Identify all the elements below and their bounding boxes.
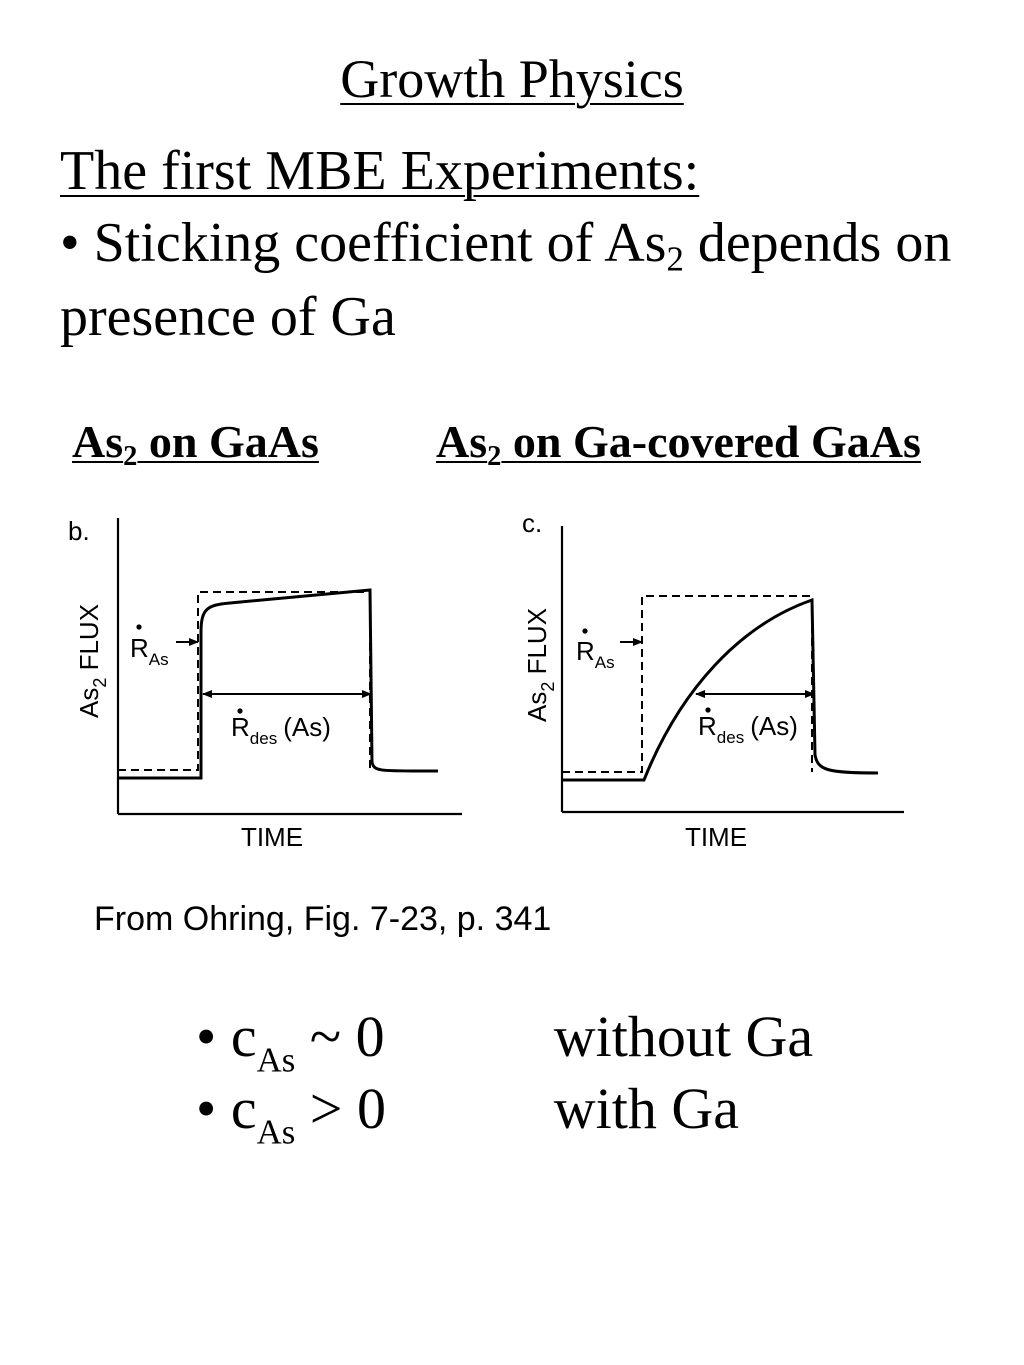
incident-flux-dashed	[562, 596, 812, 772]
page-title-text: Growth Physics	[340, 49, 684, 109]
coefficient-relation: > 0	[309, 1076, 386, 1141]
coefficient-subscript: As	[256, 1112, 296, 1152]
x-axis-label: TIME	[240, 822, 304, 852]
page-title	[0, 44, 1024, 114]
section-heading: The first MBE Experiments:	[60, 140, 700, 202]
desorbed-flux-curve	[562, 600, 878, 780]
bullet-subscript: 2	[666, 239, 684, 279]
rate-label: $R_{As}$	[576, 636, 615, 672]
bullet-text-after: depends on presence of Ga	[60, 212, 952, 348]
rate-dot	[136, 624, 141, 629]
incident-flux-dashed	[118, 592, 370, 772]
y-axis-label: $As_2$ FLUX	[522, 607, 558, 722]
desorbed-flux-curve	[118, 590, 438, 778]
coefficient-symbol: c	[230, 1076, 257, 1141]
panel-title-gaas	[72, 414, 319, 470]
panel-title-main: As	[436, 416, 488, 467]
rate-label: $R_{As}$	[130, 633, 169, 669]
bullet-marker: •	[60, 212, 80, 274]
conclusion-with-ga	[196, 1074, 739, 1152]
coefficient-symbol: c	[230, 1004, 257, 1069]
main-bullet	[60, 206, 990, 354]
panel-title-sub: 2	[487, 440, 502, 472]
panel-title-sub: 2	[123, 440, 138, 472]
y-axis-label: $As_2$ FLUX	[74, 603, 110, 718]
bullet-marker: •	[196, 1004, 217, 1069]
condition-text: with Ga	[553, 1076, 739, 1141]
panel-letter: c.	[522, 508, 543, 538]
panel-b	[68, 516, 462, 852]
coefficient-subscript: As	[256, 1040, 296, 1080]
panel-title-rest: on Ga-covered GaAs	[501, 416, 921, 467]
panel-title-ga-covered	[436, 414, 921, 470]
panel-title-rest: on GaAs	[137, 416, 319, 467]
conclusion-without-ga	[196, 1002, 814, 1080]
flux-figure	[40, 500, 920, 870]
x-axis-label: TIME	[684, 822, 748, 852]
desorption-label: $R_{des}$ (As)	[698, 711, 798, 747]
rate-dot	[582, 628, 587, 633]
panel-letter: b.	[68, 516, 90, 546]
coefficient-relation: ~ 0	[309, 1004, 385, 1069]
bullet-text-before: Sticking coefficient of As	[93, 212, 667, 274]
condition-text: without Ga	[553, 1004, 814, 1069]
panel-title-main: As	[72, 416, 124, 467]
figure-citation: From Ohring, Fig. 7-23, p. 341	[94, 900, 552, 938]
bullet-marker: •	[196, 1076, 217, 1141]
panel-c	[522, 508, 904, 852]
desorption-label: $R_{des}$ (As)	[231, 712, 331, 748]
